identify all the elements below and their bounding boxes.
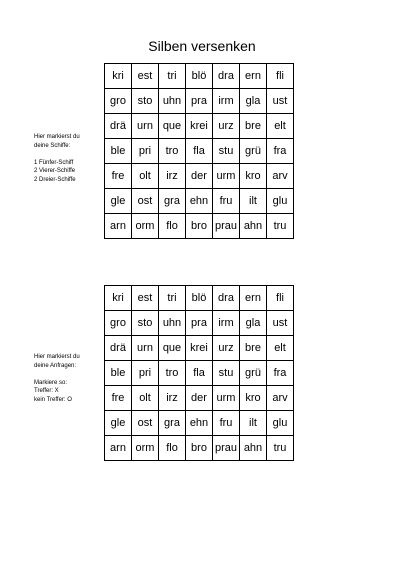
ships-grid-cell[interactable]: kri xyxy=(105,64,132,89)
queries-grid-cell[interactable]: bre xyxy=(240,336,267,361)
ships-grid-cell[interactable]: drä xyxy=(105,114,132,139)
ships-grid-cell[interactable]: tru xyxy=(267,214,294,239)
ships-grid-cell[interactable]: grü xyxy=(240,139,267,164)
queries-grid-cell[interactable]: olt xyxy=(132,386,159,411)
queries-grid-cell[interactable]: ble xyxy=(105,361,132,386)
queries-grid-row xyxy=(105,361,294,386)
ships-grid-row xyxy=(105,214,294,239)
ships-grid-cell[interactable]: urz xyxy=(213,114,240,139)
queries-grid-cell[interactable]: urm xyxy=(213,386,240,411)
ships-grid-cell[interactable]: orm xyxy=(132,214,159,239)
queries-grid-row xyxy=(105,286,294,311)
queries-grid-cell[interactable]: ost xyxy=(132,411,159,436)
ships-grid-cell[interactable]: elt xyxy=(267,114,294,139)
ships-grid-row xyxy=(105,164,294,189)
ships-grid-cell[interactable]: gra xyxy=(159,189,186,214)
ships-instructions-line: 2 Vierer-Schiffe xyxy=(34,168,76,174)
queries-instructions-line: deine Anfragen: xyxy=(34,362,77,369)
queries-grid-cell[interactable]: der xyxy=(186,386,213,411)
ships-grid xyxy=(104,63,294,239)
queries-grid-cell[interactable]: tru xyxy=(267,436,294,461)
queries-instructions-line: Markiere so: xyxy=(34,379,68,386)
ships-grid-row xyxy=(105,89,294,114)
queries-grid-row xyxy=(105,336,294,361)
ships-grid-cell[interactable]: bre xyxy=(240,114,267,139)
ships-grid-cell[interactable]: flo xyxy=(159,214,186,239)
ships-grid-row xyxy=(105,189,294,214)
ships-grid-cell[interactable]: ern xyxy=(240,64,267,89)
queries-grid-cell[interactable]: fre xyxy=(105,386,132,411)
ships-instructions-line: Hier markierst du xyxy=(34,134,80,140)
ships-grid-cell[interactable]: fla xyxy=(186,139,213,164)
queries-instructions xyxy=(34,353,104,404)
queries-grid-cell[interactable]: ilt xyxy=(240,411,267,436)
queries-grid-cell[interactable]: ust xyxy=(267,311,294,336)
ships-grid-row xyxy=(105,139,294,164)
ships-grid-cell[interactable]: gro xyxy=(105,89,132,114)
ships-grid-cell[interactable]: que xyxy=(159,114,186,139)
queries-grid-row xyxy=(105,311,294,336)
ships-grid-cell[interactable]: ehn xyxy=(186,189,213,214)
queries-grid-cell[interactable]: fla xyxy=(186,361,213,386)
ships-grid-cell[interactable]: arv xyxy=(267,164,294,189)
queries-grid-cell[interactable]: dra xyxy=(213,286,240,311)
queries-grid-cell[interactable]: bro xyxy=(186,436,213,461)
ships-grid-cell[interactable]: der xyxy=(186,164,213,189)
queries-instructions-line: Treffer: X xyxy=(34,388,59,394)
queries-grid-cell[interactable]: fli xyxy=(267,286,294,311)
ships-grid-cell[interactable]: krei xyxy=(186,114,213,139)
queries-grid-cell[interactable]: urn xyxy=(132,336,159,361)
queries-grid-cell[interactable]: blö xyxy=(186,286,213,311)
ships-grid-cell[interactable]: urn xyxy=(132,114,159,139)
ships-grid-cell[interactable]: uhn xyxy=(159,89,186,114)
ships-grid-cell[interactable]: ahn xyxy=(240,214,267,239)
queries-grid-cell[interactable]: orm xyxy=(132,436,159,461)
queries-grid xyxy=(104,285,294,461)
queries-grid-cell[interactable]: kri xyxy=(105,286,132,311)
ships-grid-cell[interactable]: kro xyxy=(240,164,267,189)
queries-grid-cell[interactable]: ern xyxy=(240,286,267,311)
ships-grid-cell[interactable]: fra xyxy=(267,139,294,164)
ships-grid-cell[interactable]: fru xyxy=(213,189,240,214)
queries-grid-cell[interactable]: gla xyxy=(240,311,267,336)
ships-grid-cell[interactable]: arn xyxy=(105,214,132,239)
ships-grid-cell[interactable]: blö xyxy=(186,64,213,89)
queries-grid-cell[interactable]: gra xyxy=(159,411,186,436)
ships-grid-row xyxy=(105,64,294,89)
queries-instructions-line: kein Treffer: O xyxy=(34,396,72,403)
ships-grid-cell[interactable]: glu xyxy=(267,189,294,214)
ships-grid-cell[interactable]: est xyxy=(132,64,159,89)
queries-grid-cell[interactable]: est xyxy=(132,286,159,311)
queries-instructions-line: Hier markierst du xyxy=(34,354,80,360)
ships-grid-cell[interactable]: bro xyxy=(186,214,213,239)
ships-grid-cell[interactable]: prau xyxy=(213,214,240,239)
queries-grid-cell[interactable]: sto xyxy=(132,311,159,336)
ships-instructions-line: deine Schiffe: xyxy=(34,142,71,149)
queries-grid-cell[interactable]: ehn xyxy=(186,411,213,436)
ships-instructions xyxy=(34,133,104,184)
ships-grid-cell[interactable]: stu xyxy=(213,139,240,164)
queries-grid-cell[interactable]: arv xyxy=(267,386,294,411)
ships-grid-cell[interactable]: gla xyxy=(240,89,267,114)
ships-instructions-line: 2 Dreier-Schiffe xyxy=(34,176,76,183)
ships-grid-cell[interactable]: ilt xyxy=(240,189,267,214)
ships-grid-cell[interactable]: tro xyxy=(159,139,186,164)
queries-grid-cell[interactable]: pra xyxy=(186,311,213,336)
ships-grid-row xyxy=(105,114,294,139)
queries-grid-cell[interactable]: tro xyxy=(159,361,186,386)
queries-grid-cell[interactable]: flo xyxy=(159,436,186,461)
queries-grid-cell[interactable]: que xyxy=(159,336,186,361)
queries-grid-cell[interactable]: gro xyxy=(105,311,132,336)
queries-grid-cell[interactable]: uhn xyxy=(159,311,186,336)
ships-grid-cell[interactable]: pri xyxy=(132,139,159,164)
queries-grid-cell[interactable]: kro xyxy=(240,386,267,411)
queries-grid-cell[interactable]: krei xyxy=(186,336,213,361)
queries-grid-cell[interactable]: pri xyxy=(132,361,159,386)
queries-grid-cell[interactable]: fra xyxy=(267,361,294,386)
queries-grid-cell[interactable]: stu xyxy=(213,361,240,386)
ships-grid-cell[interactable]: ost xyxy=(132,189,159,214)
ships-grid-cell[interactable]: irm xyxy=(213,89,240,114)
queries-instructions-spacer xyxy=(34,370,104,379)
queries-grid-cell[interactable]: drä xyxy=(105,336,132,361)
queries-grid-cell[interactable]: grü xyxy=(240,361,267,386)
queries-grid-cell[interactable]: prau xyxy=(213,436,240,461)
ships-grid-cell[interactable]: ust xyxy=(267,89,294,114)
ships-instructions-spacer xyxy=(34,150,104,159)
ships-grid-cell[interactable]: fre xyxy=(105,164,132,189)
queries-grid-cell[interactable]: glu xyxy=(267,411,294,436)
ships-grid-cell[interactable]: gle xyxy=(105,189,132,214)
ships-grid-cell[interactable]: pra xyxy=(186,89,213,114)
queries-grid-cell[interactable]: elt xyxy=(267,336,294,361)
queries-grid-row xyxy=(105,436,294,461)
ships-grid-cell[interactable]: ble xyxy=(105,139,132,164)
queries-grid-cell[interactable]: irm xyxy=(213,311,240,336)
queries-grid-cell[interactable]: tri xyxy=(159,286,186,311)
queries-grid-cell[interactable]: gle xyxy=(105,411,132,436)
ships-grid-cell[interactable]: dra xyxy=(213,64,240,89)
ships-grid-cell[interactable]: tri xyxy=(159,64,186,89)
ships-grid-cell[interactable]: sto xyxy=(132,89,159,114)
ships-grid-cell[interactable]: irz xyxy=(159,164,186,189)
ships-instructions-line: 1 Fünfer-Schiff xyxy=(34,159,74,166)
ships-grid-cell[interactable]: urm xyxy=(213,164,240,189)
queries-grid-cell[interactable]: ahn xyxy=(240,436,267,461)
ships-grid-cell[interactable]: fli xyxy=(267,64,294,89)
page-title: Silben versenken xyxy=(148,38,256,54)
queries-grid-cell[interactable]: urz xyxy=(213,336,240,361)
queries-grid-cell[interactable]: irz xyxy=(159,386,186,411)
queries-grid-row xyxy=(105,386,294,411)
queries-grid-row xyxy=(105,411,294,436)
queries-grid-cell[interactable]: fru xyxy=(213,411,240,436)
queries-grid-cell[interactable]: arn xyxy=(105,436,132,461)
ships-grid-cell[interactable]: olt xyxy=(132,164,159,189)
